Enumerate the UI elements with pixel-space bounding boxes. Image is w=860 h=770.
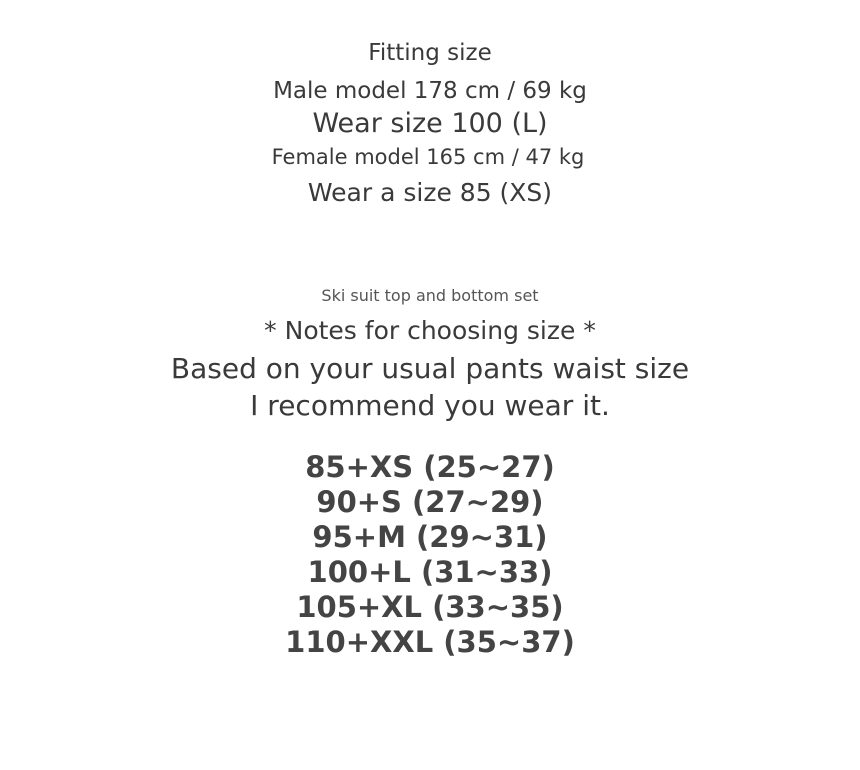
size-row-m: 95+M (29~31) <box>312 520 548 554</box>
size-advice-line-2: I recommend you wear it. <box>250 389 610 422</box>
size-row-xl: 105+XL (33~35) <box>296 590 564 624</box>
size-row-xxl: 110+XXL (35~37) <box>285 625 575 659</box>
size-row-l: 100+L (31~33) <box>307 555 553 589</box>
male-model-measurements: Male model 178 cm / 69 kg <box>273 78 587 104</box>
size-notes-title: * Notes for choosing size * <box>264 316 596 345</box>
female-model-measurements: Female model 165 cm / 47 kg <box>271 145 585 169</box>
ski-suit-set-label: Ski suit top and bottom set <box>321 286 539 305</box>
fitting-size-title: Fitting size <box>368 40 492 66</box>
size-advice-line-1: Based on your usual pants waist size <box>170 352 690 385</box>
female-wear-size: Wear a size 85 (XS) <box>307 178 553 207</box>
male-wear-size: Wear size 100 (L) <box>312 108 548 139</box>
size-row-xs: 85+XS (25~27) <box>305 450 555 484</box>
size-row-s: 90+S (27~29) <box>316 485 544 519</box>
